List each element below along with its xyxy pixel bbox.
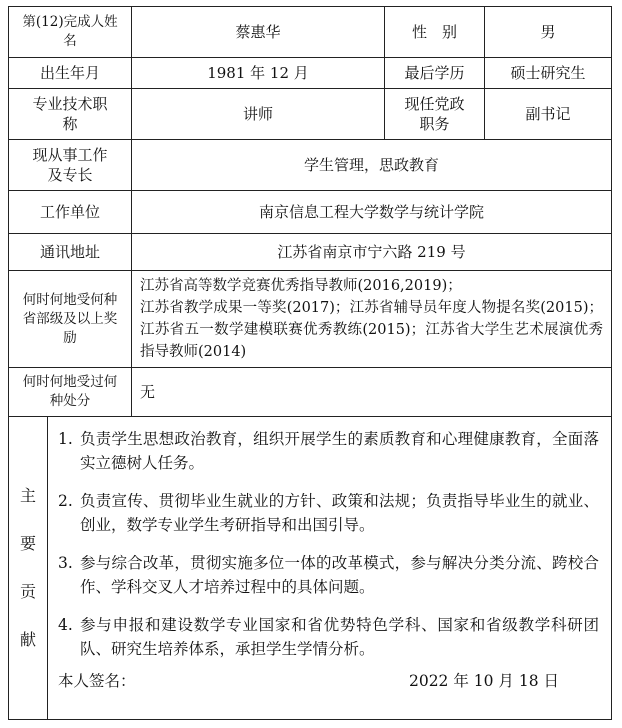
- value-work-unit: 南京信息工程大学数学与统计学院: [131, 190, 612, 234]
- item-number: 1.: [58, 430, 73, 448]
- signature-line: [58, 669, 571, 693]
- value-punishment: 无: [131, 367, 612, 417]
- item-text: 参与综合改革，贯彻实施多位一体的改革模式，参与解决分类分流、跨校合作、学科交叉人才培养过程中的具体问题。: [80, 554, 599, 596]
- label-text: 现从事工作及专长: [32, 146, 108, 184]
- label-text: 何时何地受过何种处分: [22, 374, 118, 409]
- label-char: 要: [19, 534, 36, 553]
- label-text: 现任党政职务: [404, 95, 465, 133]
- value-address: 江苏省南京市宁六路 219 号: [131, 233, 612, 271]
- award-line-1: 江苏省高等数学竞赛优秀指导教师(2016,2019)；: [140, 278, 462, 294]
- label-text: 专业技术职 称: [32, 95, 123, 133]
- item-number: 2.: [58, 492, 73, 510]
- value-work-specialty: 学生管理，思政教育: [131, 139, 612, 191]
- label-party-position: [384, 88, 485, 140]
- label-text: 何时何地受何种省部级及以上奖励: [22, 291, 118, 346]
- label-title: [8, 88, 132, 140]
- personal-info-form: [8, 6, 612, 720]
- contribution-item: [58, 489, 599, 537]
- value-birth: 1981 年 12 月: [131, 57, 385, 89]
- label-education: 最后学历: [384, 57, 485, 89]
- label-birth: 出生年月: [8, 57, 132, 89]
- item-number: 3.: [58, 554, 73, 572]
- label-work-specialty: [8, 139, 132, 191]
- label-address: 通讯地址: [8, 233, 132, 271]
- item-text: 参与申报和建设数学专业国家和省优势特色学科、国家和省级教学科研团队、研究生培养体系，承担学生学情分析。: [80, 616, 599, 658]
- label-char: 主: [19, 486, 36, 505]
- label-punishment: [8, 367, 132, 417]
- signature-date: 2022 年 10 月 18 日: [408, 672, 559, 690]
- signature-label: 本人签名：: [58, 672, 136, 690]
- label-char: 献: [19, 630, 36, 649]
- label-main-contributions: [8, 416, 48, 720]
- value-name: 蔡惠华: [131, 6, 385, 58]
- item-text: 负责学生思想政治教育，组织开展学生的素质教育和心理健康教育，全面落实立德树人任务。: [80, 430, 599, 472]
- label-work-unit: 工作单位: [8, 190, 132, 234]
- value-awards: [131, 270, 612, 368]
- value-party-position: 副书记: [484, 88, 612, 140]
- item-number: 4.: [58, 616, 73, 634]
- contributions-body: [47, 416, 612, 720]
- label-awards: [8, 270, 132, 368]
- label-gender: 性 别: [384, 6, 485, 58]
- label-text: 第(12)完成人姓 名: [22, 14, 132, 49]
- value-title: 讲师: [131, 88, 385, 140]
- item-text: 负责宣传、贯彻毕业生就业的方针、政策和法规；负责指导毕业生的就业、创业，数学专业学生考研指导和出国引导。: [80, 492, 599, 534]
- contribution-item: [58, 551, 599, 599]
- label-char: 贡: [19, 582, 36, 601]
- value-gender: 男: [484, 6, 612, 58]
- contribution-item: [58, 613, 599, 661]
- label-contributor-name: [8, 6, 132, 58]
- contribution-item: [58, 427, 599, 475]
- value-education: 硕士研究生: [484, 57, 612, 89]
- award-line-2: 江苏省教学成果一等奖(2017)；江苏省辅导员年度人物提名奖(2015)；江苏省五一数学建模联赛优秀教练(2015)；江苏省大学生艺术展演优秀指导教师(2014): [140, 300, 603, 360]
